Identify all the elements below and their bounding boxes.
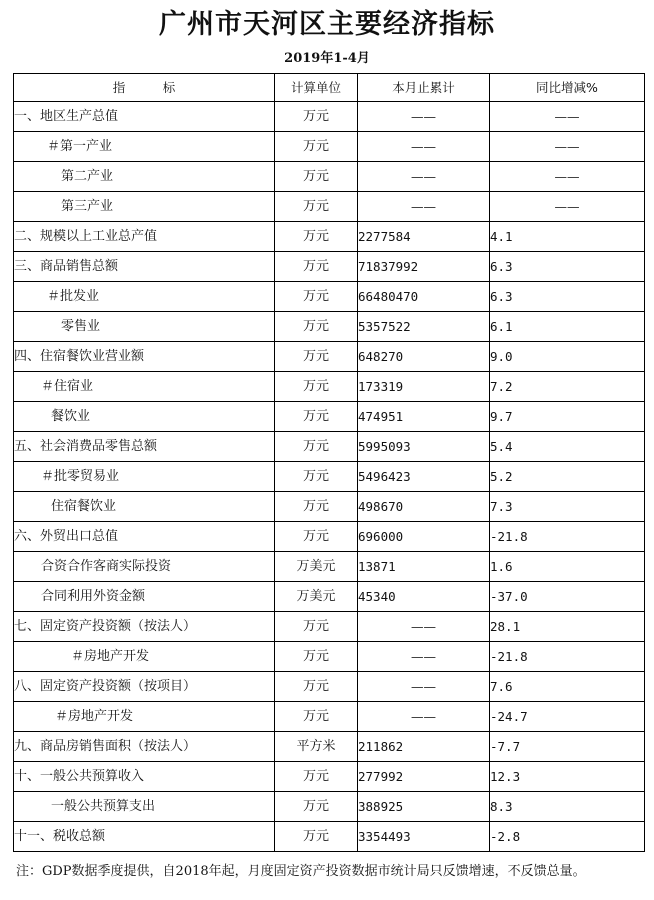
header-indicator: 指 标 — [14, 74, 275, 102]
indicator-change: 6.3 — [490, 282, 645, 312]
indicator-unit: 万元 — [275, 432, 358, 462]
indicator-unit: 万元 — [275, 402, 358, 432]
indicator-unit: 万元 — [275, 612, 358, 642]
table-row — [14, 162, 645, 192]
indicator-name: 七、固定资产投资额（按法人） — [14, 612, 275, 642]
indicator-name: 餐饮业 — [14, 402, 275, 432]
indicator-name: 一般公共预算支出 — [14, 792, 275, 822]
indicator-unit: 万元 — [275, 492, 358, 522]
indicator-unit: 万元 — [275, 282, 358, 312]
indicator-value: —— — [358, 162, 490, 192]
indicator-unit: 万元 — [275, 702, 358, 732]
indicator-value: 474951 — [358, 402, 490, 432]
indicator-value: —— — [358, 702, 490, 732]
indicator-unit: 万元 — [275, 672, 358, 702]
indicator-value: 5496423 — [358, 462, 490, 492]
indicator-value: 2277584 — [358, 222, 490, 252]
indicator-name: 十、一般公共预算收入 — [14, 762, 275, 792]
indicator-unit: 万元 — [275, 102, 358, 132]
indicator-name: 十一、税收总额 — [14, 822, 275, 852]
indicator-value: 5995093 — [358, 432, 490, 462]
indicator-name: ＃住宿业 — [14, 372, 275, 402]
indicator-unit: 万元 — [275, 522, 358, 552]
indicator-value: 648270 — [358, 342, 490, 372]
indicator-change: 7.3 — [490, 492, 645, 522]
indicator-value: 696000 — [358, 522, 490, 552]
footnote: 注：GDP数据季度提供，自2018年起，月度固定资产投资数据市统计局只反馈增速，不反馈总量。 — [16, 864, 586, 879]
indicator-value: 45340 — [358, 582, 490, 612]
indicator-change: 8.3 — [490, 792, 645, 822]
indicator-name: 合资合作客商实际投资 — [14, 552, 275, 582]
report-period: 2019年1-4月 — [284, 51, 370, 66]
table-row — [14, 762, 645, 792]
indicator-change: 6.1 — [490, 312, 645, 342]
indicator-unit: 万元 — [275, 132, 358, 162]
table-row — [14, 732, 645, 762]
indicator-name: 八、固定资产投资额（按项目） — [14, 672, 275, 702]
indicator-change: -21.8 — [490, 642, 645, 672]
table-row — [14, 582, 645, 612]
table-row — [14, 192, 645, 222]
indicator-change: 6.3 — [490, 252, 645, 282]
indicator-unit: 万元 — [275, 462, 358, 492]
indicator-value: 66480470 — [358, 282, 490, 312]
table-row — [14, 462, 645, 492]
indicator-unit: 万美元 — [275, 582, 358, 612]
indicator-name: 零售业 — [14, 312, 275, 342]
indicator-value: —— — [358, 642, 490, 672]
table-row — [14, 642, 645, 672]
table-row — [14, 432, 645, 462]
indicator-value: 211862 — [358, 732, 490, 762]
indicator-value: 277992 — [358, 762, 490, 792]
indicator-change: 1.6 — [490, 552, 645, 582]
indicator-value: —— — [358, 612, 490, 642]
indicator-change: 5.4 — [490, 432, 645, 462]
indicator-value: 5357522 — [358, 312, 490, 342]
table-row — [14, 702, 645, 732]
indicator-name: 六、外贸出口总值 — [14, 522, 275, 552]
indicator-change: 9.0 — [490, 342, 645, 372]
indicator-name: 合同利用外资金额 — [14, 582, 275, 612]
indicator-value: 13871 — [358, 552, 490, 582]
table-row — [14, 132, 645, 162]
indicators-table — [13, 73, 645, 852]
table-row — [14, 552, 645, 582]
indicator-name: 一、地区生产总值 — [14, 102, 275, 132]
table-row — [14, 822, 645, 852]
table-row — [14, 672, 645, 702]
indicator-change: -21.8 — [490, 522, 645, 552]
indicator-change: 4.1 — [490, 222, 645, 252]
indicator-name: ＃批发业 — [14, 282, 275, 312]
table-row — [14, 282, 645, 312]
indicator-value: 388925 — [358, 792, 490, 822]
table-row — [14, 342, 645, 372]
table-row — [14, 102, 645, 132]
header-unit: 计算单位 — [275, 74, 358, 102]
table-row — [14, 372, 645, 402]
indicator-value: —— — [358, 192, 490, 222]
indicator-value: 3354493 — [358, 822, 490, 852]
table-row — [14, 222, 645, 252]
table-row — [14, 402, 645, 432]
indicator-change: 7.2 — [490, 372, 645, 402]
table-row — [14, 312, 645, 342]
indicator-change: 5.2 — [490, 462, 645, 492]
indicator-name: ＃第一产业 — [14, 132, 275, 162]
indicator-change: 7.6 — [490, 672, 645, 702]
indicator-unit: 万元 — [275, 762, 358, 792]
indicator-value: 498670 — [358, 492, 490, 522]
table-row — [14, 522, 645, 552]
indicator-name: 住宿餐饮业 — [14, 492, 275, 522]
indicator-change: 12.3 — [490, 762, 645, 792]
table-row — [14, 792, 645, 822]
indicator-name: 四、住宿餐饮业营业额 — [14, 342, 275, 372]
indicator-change: -37.0 — [490, 582, 645, 612]
indicator-unit: 万元 — [275, 342, 358, 372]
indicator-change: 9.7 — [490, 402, 645, 432]
indicator-unit: 万元 — [275, 642, 358, 672]
indicator-unit: 万元 — [275, 312, 358, 342]
indicator-name: 九、商品房销售面积（按法人） — [14, 732, 275, 762]
indicator-change: —— — [490, 132, 645, 162]
indicator-name: ＃批零贸易业 — [14, 462, 275, 492]
indicator-change: —— — [490, 192, 645, 222]
indicator-name: ＃房地产开发 — [14, 642, 275, 672]
indicator-unit: 万元 — [275, 372, 358, 402]
header-yoy: 同比增减% — [490, 74, 645, 102]
indicator-value: —— — [358, 672, 490, 702]
indicator-unit: 万元 — [275, 162, 358, 192]
indicator-value: 71837992 — [358, 252, 490, 282]
page-title: 广州市天河区主要经济指标 — [159, 9, 495, 40]
indicator-change: -7.7 — [490, 732, 645, 762]
indicator-name: 五、社会消费品零售总额 — [14, 432, 275, 462]
table-header-row — [14, 74, 645, 102]
indicator-value: 173319 — [358, 372, 490, 402]
indicator-name: 三、商品销售总额 — [14, 252, 275, 282]
indicator-unit: 万元 — [275, 252, 358, 282]
indicator-change: -2.8 — [490, 822, 645, 852]
indicator-unit: 万元 — [275, 192, 358, 222]
indicator-change: -24.7 — [490, 702, 645, 732]
indicator-name: 第三产业 — [14, 192, 275, 222]
indicator-unit: 万元 — [275, 822, 358, 852]
header-cumulative: 本月止累计 — [358, 74, 490, 102]
indicator-change: 28.1 — [490, 612, 645, 642]
indicator-value: —— — [358, 132, 490, 162]
indicator-change: —— — [490, 102, 645, 132]
indicator-unit: 平方米 — [275, 732, 358, 762]
table-row — [14, 492, 645, 522]
table-row — [14, 252, 645, 282]
indicator-name: ＃房地产开发 — [14, 702, 275, 732]
indicator-value: —— — [358, 102, 490, 132]
indicator-unit: 万元 — [275, 222, 358, 252]
indicator-name: 二、规模以上工业总产值 — [14, 222, 275, 252]
indicator-unit: 万元 — [275, 792, 358, 822]
indicator-unit: 万美元 — [275, 552, 358, 582]
indicator-change: —— — [490, 162, 645, 192]
indicator-name: 第二产业 — [14, 162, 275, 192]
table-row — [14, 612, 645, 642]
